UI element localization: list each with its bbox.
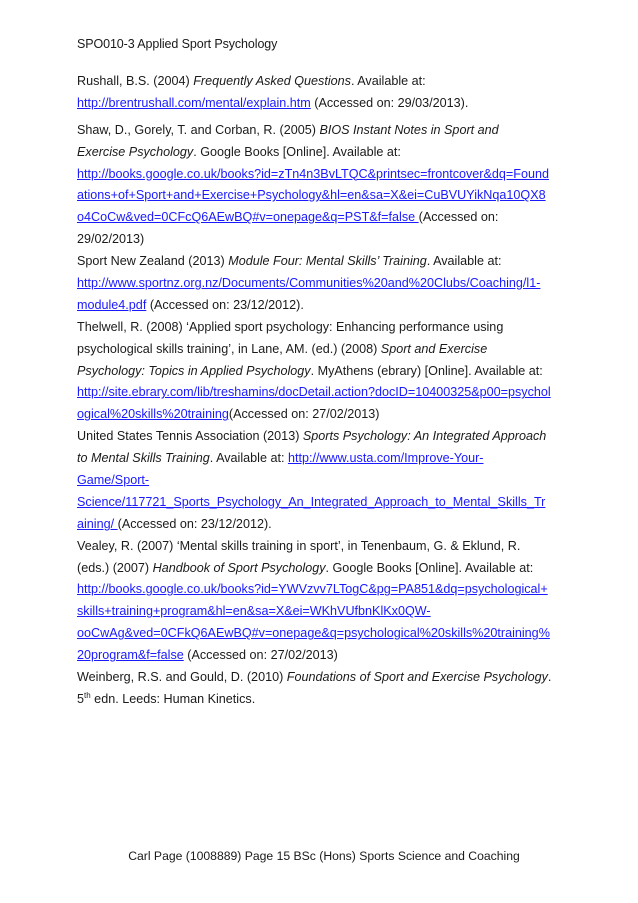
ref-title: Frequently Asked Questions xyxy=(193,74,351,88)
ref-text: edn. Leeds: Human Kinetics. xyxy=(90,691,256,706)
ref-link[interactable]: http://books.google.co.uk/books?id=zTn4n3BvLTQC&printsec=frontcover&dq=Found xyxy=(77,166,549,181)
ref-title: to Mental Skills Training xyxy=(77,451,210,466)
ref-text: . Available at: xyxy=(209,451,288,466)
ref-text: (Accessed on: 23/12/2012). xyxy=(146,297,304,312)
ref-superscript: th xyxy=(84,690,91,700)
reference-rushall xyxy=(77,71,577,115)
page-header: SPO010-3 Applied Sport Psychology xyxy=(77,37,278,51)
ref-link[interactable]: ooCwAg&ved=0CFkQ6AEwBQ#v=onepage&q=psychological%20skills%20training% xyxy=(77,626,550,641)
ref-text: (Accessed on: xyxy=(418,210,499,225)
ref-title: Handbook of Sport Psychology xyxy=(152,560,326,575)
ref-text: Rushall, B.S. (2004) xyxy=(77,74,194,88)
ref-link[interactable]: http://www.usta.com/Improve-Your- xyxy=(287,451,484,466)
ref-link[interactable]: http://site.ebrary.com/lib/treshamins/docDetail.action?docID=10400325&p00=psychol xyxy=(77,385,551,400)
ref-text: Shaw, D., Gorely, T. and Corban, R. (2005) xyxy=(77,122,320,137)
ref-title: Exercise Psychology xyxy=(77,144,194,159)
reference-thelwell xyxy=(77,317,577,426)
reference-list xyxy=(77,71,577,711)
ref-text: United States Tennis Association (2013) xyxy=(77,429,303,444)
ref-text: Weinberg, R.S. and Gould, D. (2010) xyxy=(77,670,287,685)
ref-title: Psychology: Topics in Applied Psychology xyxy=(77,363,311,378)
reference-weinberg xyxy=(77,667,577,711)
ref-text: . Available at: xyxy=(350,74,426,88)
footer-text: Carl Page (1008889) Page 15 BSc (Hons) Sports Science and Coaching xyxy=(128,849,520,863)
reference-usta xyxy=(77,426,577,535)
ref-text: (Accessed on: 29/03/2013). xyxy=(310,95,469,110)
ref-link[interactable]: http://brentrushall.com/mental/explain.htm xyxy=(77,95,311,110)
ref-title: Sports Psychology: An Integrated Approach xyxy=(302,429,547,444)
ref-text: . xyxy=(547,670,552,685)
ref-text: Sport New Zealand (2013) xyxy=(77,254,229,269)
ref-text: 5 xyxy=(77,691,85,706)
ref-title: Module Four: Mental Skills’ Training xyxy=(228,254,427,269)
ref-text: . Google Books [Online]. Available at: xyxy=(193,144,401,159)
ref-text: 29/02/2013) xyxy=(77,232,145,247)
ref-link[interactable]: ogical%20skills%20training xyxy=(77,407,229,422)
ref-link[interactable]: module4.pdf xyxy=(77,297,147,312)
ref-text: (eds.) (2007) xyxy=(77,560,153,575)
ref-link[interactable]: 20program&f=false xyxy=(77,648,184,663)
ref-text: . Available at: xyxy=(426,254,502,269)
reference-shaw xyxy=(77,120,577,251)
ref-link[interactable]: skills+training+program&hl=en&sa=X&ei=WKhVUfbnKlKx0QW- xyxy=(77,604,431,619)
ref-link[interactable]: http://books.google.co.uk/books?id=YWVzvv7LTogC&pg=PA851&dq=psychological+ xyxy=(77,582,548,597)
ref-title: BIOS Instant Notes in Sport and xyxy=(319,122,499,137)
ref-title: Foundations of Sport and Exercise Psychology xyxy=(286,670,548,685)
reference-vealey xyxy=(77,536,577,667)
ref-text: (Accessed on: 23/12/2012). xyxy=(117,516,272,531)
ref-link[interactable]: Game/Sport- xyxy=(77,473,150,488)
ref-text: Vealey, R. (2007) ‘Mental skills training in sport’, in Tenenbaum, G. & Eklund, R. xyxy=(77,538,521,553)
ref-link[interactable]: aining/ xyxy=(77,516,118,531)
page-footer xyxy=(0,849,638,863)
ref-text: . Google Books [Online]. Available at: xyxy=(325,560,534,575)
ref-text: psychological skills training’, in Lane, AM. (ed.) (2008) xyxy=(77,341,381,356)
ref-text: Thelwell, R. (2008) ‘Applied sport psychology: Enhancing performance using xyxy=(77,319,504,334)
reference-sport-nz xyxy=(77,251,577,317)
ref-text: (Accessed on: 27/02/2013) xyxy=(228,407,380,422)
ref-text: . MyAthens (ebrary) [Online]. Available at: xyxy=(310,363,543,378)
ref-link[interactable]: o4CoCw&ved=0CFcQ6AEwBQ#v=onepage&q=PST&f=false xyxy=(77,210,419,225)
ref-title: Sport and Exercise xyxy=(380,341,488,356)
ref-link[interactable]: Science/117721_Sports_Psychology_An_Integrated_Approach_to_Mental_Skills_Tr xyxy=(77,494,546,509)
ref-link[interactable]: http://www.sportnz.org.nz/Documents/Communities%20and%20Clubs/Coaching/l1- xyxy=(77,276,541,291)
ref-text: (Accessed on: 27/02/2013) xyxy=(183,648,338,663)
ref-link[interactable]: ations+of+Sport+and+Exercise+Psychology&hl=en&sa=X&ei=CuBVUYikNqa10QX8 xyxy=(77,188,546,203)
